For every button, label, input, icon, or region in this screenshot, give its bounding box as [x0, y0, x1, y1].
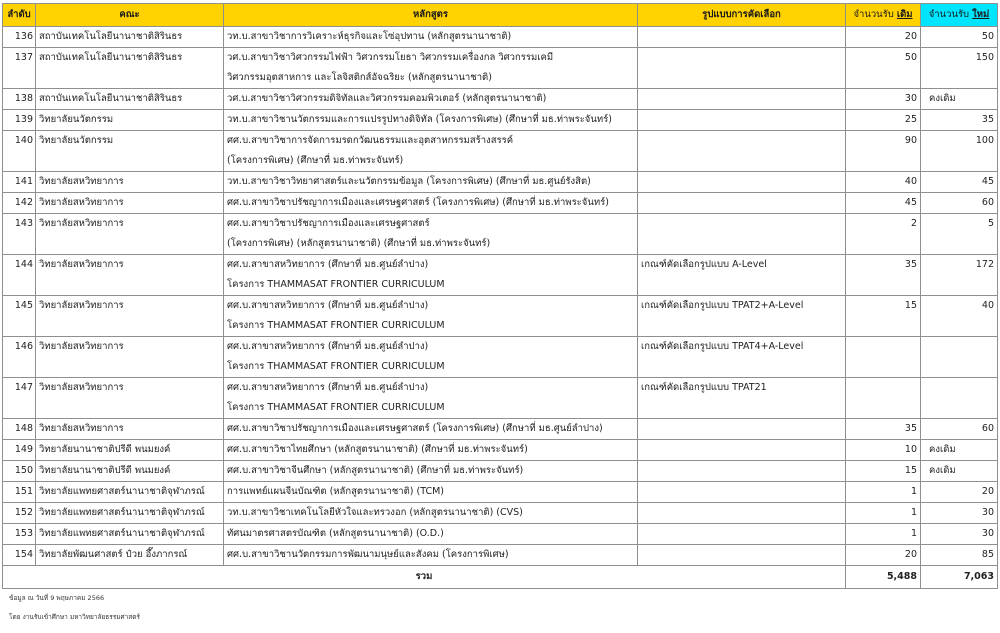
row-faculty: สถาบันเทคโนโลยีนานาชาติสิรินธร	[36, 48, 224, 89]
row-faculty: วิทยาลัยสหวิทยาการ	[36, 172, 224, 193]
row-index: 143	[3, 214, 36, 255]
row-count-old: 1	[846, 524, 921, 545]
row-count-old: 20	[846, 545, 921, 566]
header-program: หลักสูตร	[224, 4, 638, 27]
program-line: การแพทย์แผนจีนบัณฑิต (หลักสูตรนานาชาติ) (TCM)	[227, 486, 445, 497]
row-program	[224, 172, 638, 193]
row-faculty: วิทยาลัยแพทยศาสตร์นานาชาติจุฬาภรณ์	[36, 503, 224, 524]
header-faculty: คณะ	[36, 4, 224, 27]
row-selection	[638, 461, 846, 482]
row-faculty: วิทยาลัยสหวิทยาการ	[36, 214, 224, 255]
row-count-old: 40	[846, 172, 921, 193]
table-row	[3, 193, 998, 214]
program-line: ศศ.บ.สาขาวิชาการจัดการมรดกวัฒนธรรมและอุตสาหกรรมสร้างสรรค์	[227, 135, 514, 146]
footer-date: ข้อมูล ณ วันที่ 9 พฤษภาคม 2566	[9, 594, 105, 602]
table-row	[3, 214, 998, 255]
header-count-new: จำนวนรับ ใหม่	[921, 4, 998, 27]
row-count-old: 1	[846, 482, 921, 503]
row-faculty: วิทยาลัยพัฒนศาสตร์ ป๋วย อึ๊งภากรณ์	[36, 545, 224, 566]
row-index: 142	[3, 193, 36, 214]
program-line: ศศ.บ.สาขาวิชาไทยศึกษา (หลักสูตรนานาชาติ) (ศึกษาที่ มธ.ท่าพระจันทร์)	[227, 444, 528, 455]
row-selection: เกณฑ์คัดเลือกรูปแบบ TPAT2+A-Level	[638, 296, 846, 337]
row-index: 144	[3, 255, 36, 296]
row-program	[224, 524, 638, 545]
total-row	[3, 566, 998, 589]
program-line: โครงการ THAMMASAT FRONTIER CURRICULUM	[227, 402, 445, 413]
program-line: วศ.บ.สาขาวิชาวิศวกรรมดิจิทัลและวิศวกรรมคอมพิวเตอร์ (หลักสูตรนานาชาติ)	[227, 93, 547, 104]
row-faculty: วิทยาลัยสหวิทยาการ	[36, 193, 224, 214]
row-index: 153	[3, 524, 36, 545]
table-row	[3, 419, 998, 440]
row-selection	[638, 48, 846, 89]
row-faculty: สถาบันเทคโนโลยีนานาชาติสิรินธร	[36, 89, 224, 110]
table-row	[3, 461, 998, 482]
table-row	[3, 296, 998, 337]
table-row	[3, 545, 998, 566]
program-line: วศ.บ.สาขาวิชาวิศวกรรมไฟฟ้า วิศวกรรมโยธา วิศวกรรมเครื่องกล วิศวกรรมเคมี	[227, 52, 554, 63]
table-row	[3, 337, 998, 378]
row-program	[224, 27, 638, 48]
program-line: วท.บ.สาขาวิชาการวิเคราะห์ธุรกิจและโซ่อุปทาน (หลักสูตรนานาชาติ)	[227, 31, 512, 42]
row-index: 154	[3, 545, 36, 566]
row-faculty: วิทยาลัยสหวิทยาการ	[36, 255, 224, 296]
row-count-new: 45	[921, 172, 998, 193]
table-row	[3, 255, 998, 296]
program-line: วท.บ.สาขาวิชาวิทยาศาสตร์และนวัตกรรมข้อมูล (โครงการพิเศษ) (ศึกษาที่ มธ.ศูนย์รังสิต)	[227, 176, 591, 187]
row-program	[224, 461, 638, 482]
table-row	[3, 48, 998, 89]
row-selection: เกณฑ์คัดเลือกรูปแบบ TPAT21	[638, 378, 846, 419]
program-line: (โครงการพิเศษ) (หลักสูตรนานาชาติ) (ศึกษาที่ มธ.ท่าพระจันทร์)	[227, 238, 491, 249]
table-row	[3, 440, 998, 461]
row-count-new: 30	[921, 503, 998, 524]
row-index: 147	[3, 378, 36, 419]
row-count-new: คงเดิม	[921, 440, 998, 461]
row-program	[224, 440, 638, 461]
row-count-new: 60	[921, 419, 998, 440]
row-selection: เกณฑ์คัดเลือกรูปแบบ A-Level	[638, 255, 846, 296]
row-faculty: วิทยาลัยนวัตกรรม	[36, 110, 224, 131]
row-program	[224, 419, 638, 440]
admission-table	[2, 3, 998, 589]
total-old: 5,488	[846, 566, 921, 589]
footer-source: โดย งานรับเข้าศึกษา มหาวิทยาลัยธรรมศาสตร์	[9, 613, 140, 621]
program-line: (โครงการพิเศษ) (ศึกษาที่ มธ.ท่าพระจันทร์)	[227, 155, 404, 166]
row-selection	[638, 524, 846, 545]
program-line: ศศ.บ.สาขาวิชานวัตกรรมการพัฒนามนุษย์และสังคม (โครงการพิเศษ)	[227, 549, 509, 560]
row-count-old: 15	[846, 461, 921, 482]
row-program	[224, 48, 638, 89]
program-line: โครงการ THAMMASAT FRONTIER CURRICULUM	[227, 279, 445, 290]
row-selection	[638, 27, 846, 48]
row-faculty: วิทยาลัยแพทยศาสตร์นานาชาติจุฬาภรณ์	[36, 524, 224, 545]
row-selection	[638, 89, 846, 110]
row-count-new: คงเดิม	[921, 89, 998, 110]
program-line: ศศ.บ.สาขาวิชาปรัชญาการเมืองและเศรษฐศาสตร์	[227, 218, 430, 229]
row-count-new	[921, 337, 998, 378]
row-program	[224, 89, 638, 110]
program-line: วท.บ.สาขาวิชานวัตกรรมและการแปรรูปทางดิจิทัล (โครงการพิเศษ) (ศึกษาที่ มธ.ท่าพระจันทร์)	[227, 114, 612, 125]
row-count-old: 30	[846, 89, 921, 110]
row-index: 148	[3, 419, 36, 440]
row-count-old: 35	[846, 255, 921, 296]
row-count-old: 50	[846, 48, 921, 89]
row-index: 136	[3, 27, 36, 48]
row-faculty: วิทยาลัยนานาชาติปรีดี พนมยงค์	[36, 440, 224, 461]
row-count-old: 10	[846, 440, 921, 461]
table-header-row	[3, 4, 998, 27]
row-program	[224, 131, 638, 172]
row-faculty: สถาบันเทคโนโลยีนานาชาติสิรินธร	[36, 27, 224, 48]
program-line: วิศวกรรมอุตสาหการ และโลจิสติกส์อัจฉริยะ (หลักสูตรนานาชาติ)	[227, 72, 492, 83]
row-count-new: 85	[921, 545, 998, 566]
row-program	[224, 296, 638, 337]
table-row	[3, 524, 998, 545]
row-count-old: 25	[846, 110, 921, 131]
table-row	[3, 131, 998, 172]
program-line: ทัศนมาตรศาสตรบัณฑิต (หลักสูตรนานาชาติ) (O.D.)	[227, 528, 444, 539]
row-selection	[638, 503, 846, 524]
row-faculty: วิทยาลัยสหวิทยาการ	[36, 337, 224, 378]
row-program	[224, 110, 638, 131]
total-label: รวม	[3, 566, 846, 589]
row-count-old: 20	[846, 27, 921, 48]
row-program	[224, 378, 638, 419]
total-new: 7,063	[921, 566, 998, 589]
row-count-new: 50	[921, 27, 998, 48]
row-index: 150	[3, 461, 36, 482]
row-selection	[638, 419, 846, 440]
row-count-new: 30	[921, 524, 998, 545]
program-line: วท.บ.สาขาวิชาเทคโนโลยีหัวใจและทรวงอก (หลักสูตรนานาชาติ) (CVS)	[227, 507, 523, 518]
row-count-new	[921, 378, 998, 419]
row-count-old: 1	[846, 503, 921, 524]
row-count-new: 40	[921, 296, 998, 337]
row-count-new: 20	[921, 482, 998, 503]
row-program	[224, 193, 638, 214]
row-selection	[638, 482, 846, 503]
table-row	[3, 503, 998, 524]
header-selection: รูปแบบการคัดเลือก	[638, 4, 846, 27]
program-line: ศศ.บ.สาขาวิชาจีนศึกษา (หลักสูตรนานาชาติ) (ศึกษาที่ มธ.ท่าพระจันทร์)	[227, 465, 524, 476]
row-faculty: วิทยาลัยสหวิทยาการ	[36, 378, 224, 419]
program-line: ศศ.บ.สาขาสหวิทยาการ (ศึกษาที่ มธ.ศูนย์ลำปาง)	[227, 382, 429, 393]
row-faculty: วิทยาลัยนวัตกรรม	[36, 131, 224, 172]
program-line: ศศ.บ.สาขาวิชาปรัชญาการเมืองและเศรษฐศาสตร์ (โครงการพิเศษ) (ศึกษาที่ มธ.ศูนย์ลำปาง)	[227, 423, 603, 434]
row-index: 138	[3, 89, 36, 110]
header-count-old: จำนวนรับ เดิม	[846, 4, 921, 27]
header-index: ลำดับ	[3, 4, 36, 27]
row-selection	[638, 193, 846, 214]
row-faculty: วิทยาลัยแพทยศาสตร์นานาชาติจุฬาภรณ์	[36, 482, 224, 503]
row-count-new: 100	[921, 131, 998, 172]
table-row	[3, 378, 998, 419]
row-index: 151	[3, 482, 36, 503]
row-program	[224, 482, 638, 503]
row-program	[224, 214, 638, 255]
row-program	[224, 503, 638, 524]
row-index: 139	[3, 110, 36, 131]
table-row	[3, 89, 998, 110]
row-count-old: 90	[846, 131, 921, 172]
table-row	[3, 482, 998, 503]
row-count-old: 15	[846, 296, 921, 337]
program-line: ศศ.บ.สาขาสหวิทยาการ (ศึกษาที่ มธ.ศูนย์ลำปาง)	[227, 341, 429, 352]
row-program	[224, 255, 638, 296]
table-row	[3, 27, 998, 48]
row-selection	[638, 440, 846, 461]
row-faculty: วิทยาลัยนานาชาติปรีดี พนมยงค์	[36, 461, 224, 482]
row-index: 145	[3, 296, 36, 337]
row-count-old: 45	[846, 193, 921, 214]
row-count-new: 5	[921, 214, 998, 255]
program-line: ศศ.บ.สาขาสหวิทยาการ (ศึกษาที่ มธ.ศูนย์ลำปาง)	[227, 259, 429, 270]
row-program	[224, 545, 638, 566]
row-faculty: วิทยาลัยสหวิทยาการ	[36, 419, 224, 440]
row-count-old: 2	[846, 214, 921, 255]
row-count-new: 35	[921, 110, 998, 131]
row-index: 141	[3, 172, 36, 193]
row-selection	[638, 545, 846, 566]
row-count-new: คงเดิม	[921, 461, 998, 482]
row-faculty: วิทยาลัยสหวิทยาการ	[36, 296, 224, 337]
row-count-new: 172	[921, 255, 998, 296]
row-count-old	[846, 378, 921, 419]
row-count-new: 60	[921, 193, 998, 214]
row-selection	[638, 172, 846, 193]
program-line: ศศ.บ.สาขาสหวิทยาการ (ศึกษาที่ มธ.ศูนย์ลำปาง)	[227, 300, 429, 311]
row-count-new: 150	[921, 48, 998, 89]
program-line: โครงการ THAMMASAT FRONTIER CURRICULUM	[227, 320, 445, 331]
program-line: ศศ.บ.สาขาวิชาปรัชญาการเมืองและเศรษฐศาสตร์ (โครงการพิเศษ) (ศึกษาที่ มธ.ท่าพระจันทร์)	[227, 197, 609, 208]
table-row	[3, 172, 998, 193]
row-index: 137	[3, 48, 36, 89]
program-line: โครงการ THAMMASAT FRONTIER CURRICULUM	[227, 361, 445, 372]
row-index: 152	[3, 503, 36, 524]
row-selection	[638, 214, 846, 255]
table-row	[3, 110, 998, 131]
row-index: 146	[3, 337, 36, 378]
row-selection: เกณฑ์คัดเลือกรูปแบบ TPAT4+A-Level	[638, 337, 846, 378]
row-count-old: 35	[846, 419, 921, 440]
row-index: 140	[3, 131, 36, 172]
row-program	[224, 337, 638, 378]
row-selection	[638, 110, 846, 131]
row-index: 149	[3, 440, 36, 461]
row-count-old	[846, 337, 921, 378]
row-selection	[638, 131, 846, 172]
